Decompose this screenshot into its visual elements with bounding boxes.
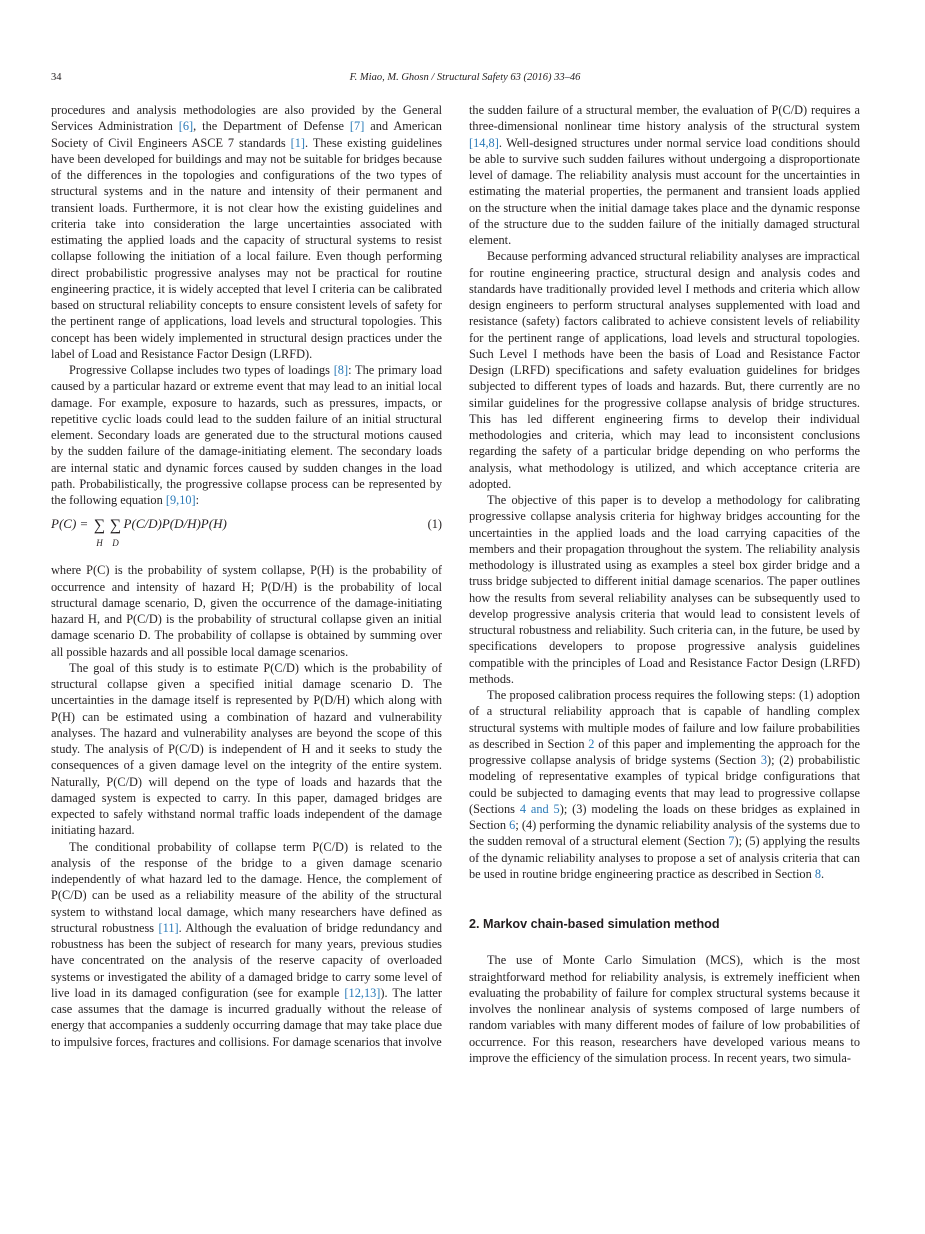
section-heading: 2. Markov chain-based simulation method [469,917,720,931]
section-link[interactable]: 8 [814,866,822,881]
paragraph: Because performing advanced structural reliability analyses are impractical for routine engineering practice, structural design and analysis codes and standards have traditionally provided level I methods and criteria which allow design engineers to perform structural analyses supplemented with load and resistance (safety) factors calibrated to achieve consistent levels of reliability for the pertinent range of applications, load levels and structural topologies. Such Level I methods have been the basis of Load and Resistance Factor Design (LRFD) specifications and safety evaluation guidelines for bridges subjected to different types of loads and hazards. But, there currently are no similar guidelines for the progressive collapse analysis of bridge structures. This has led different engineering firms to develop their individual methodologies and criteria, which may lead to inconsistent conclusions regarding the safety of a particular bridge depending on who performs the analysis, what methodology is utilized, and which acceptance criteria are adopted. [469,249,860,491]
paragraph: where P(C) is the probability of system collapse, P(H) is the probability of occurrence and intensity of hazard H; P(D/H) is the probability of local structural damage scenario, D, given the occurrence of the damage-initiating hazard H, and P(C/D) is the probability of structural collapse given an initial damage scenario D. The probability of collapse is obtained by summing over all possible hazards and all possible local damage scenarios. [51,563,442,659]
citation-link[interactable]: [8] [333,363,349,377]
section-link[interactable]: 6 [509,818,516,832]
citation-link[interactable]: [9,10] [165,493,196,507]
citation-link[interactable]: [11] [158,920,179,935]
citation-link[interactable]: [14,8] [469,135,499,150]
paragraph: The objective of this paper is to develop a methodology for calibrating progressive collapse analysis criteria for highway bridges accounting for the uncertainties in the applied loads and the load carrying capacities of the members and their propagation throughout the system. The reliability analysis methodology is illustrated using as examples a steel box girder bridge and a truss bridge subjected to different initial damage scenarios. The paper outlines how the results from several reliability analyses can be subsequently used to develop progressive analysis criteria that would lead to consistent levels of structural robustness and reliability. Such criteria can, in the future, be used by specifications developers to propose progressive analysis guidelines compatible with the principles of Load and Resistance Factor Design (LRFD) methods. [469,493,860,686]
summation-symbol: ∑ D [109,517,122,549]
section-link[interactable]: 7 [728,834,735,849]
paragraph: The proposed calibration process requires the following steps: (1) adoption of a structural reliability approach that is capable of handling complex structural systems with multiple modes of failure and low failure probabilities as described in Section 2 of this paper and implementing the approach for the progressive collapse analysis of bridge systems (Section 3); (2) probabilistic modeling of representative examples of typical bridge configurations that could be subjected to damaging events that may lead to progressive collapse (Sections 4 and 5); (3) modeling the loads on these bridges as explained in Section 6; (4) performing the dynamic reliability analysis of the systems due to the sudden removal of a structural element (Section 7); (5) applying the results of the dynamic reliability analyses to propose a set of analysis criteria that can be used in routine bridge engineering practice as described in Section 8. [469,688,860,881]
citation-link[interactable]: [1] [290,135,306,150]
section-link[interactable]: 4 and 5 [519,801,560,816]
paragraph: the sudden failure of a structural member, the evaluation of P(C/D) requires a three-dimensional nonlinear time history analysis of the structural system [14,8]. Well-designed structures under normal service load conditions should be able to survive such sudden failures without undergoing a disproportionate level of damage. The reliability analysis must account for the uncertainties in estimating the material properties, the permanent and transient loads applied on the structure when the initial damage takes place and the dynamic response of the structure due to the sudden failure of the initially damaged structural element. [469,103,860,247]
page-header [51,72,879,88]
equation [51,514,442,558]
paragraph: The use of Monte Carlo Simulation (MCS), which is the most straightforward method for reliability analysis, is extremely inefficient when evaluating the probability of failure for complex structural systems because it involves the nonlinear analysis of systems composed of large numbers of random variables with many different modes of failure of low probabilities of occurrence. For this reason, researchers have developed various means to improve the efficiency of the simulation process. In recent years, two simula- [469,953,860,1065]
section-link[interactable]: 3 [760,753,768,767]
left-column [51,102,442,1050]
citation-link[interactable]: [7] [349,119,365,134]
running-title: F. Miao, M. Ghosn / Structural Safety 63 (2016) 33–46 [349,72,581,83]
citation-link[interactable]: [6] [178,119,194,134]
paragraph: Progressive Collapse includes two types of loadings [8]: The primary load caused by a particular hazard or extreme event that may lead to an initial local damage. For example, exposure to hazards, such as pressures, impacts, or repetitive cyclic loads could lead to the sudden failure of an initial structural element. Secondary loads are generated due to the structural motions caused by the sudden failure of the damage-initiating element. The secondary loads are internal static and dynamic forces caused by sudden changes in the load path. Probabilistically, the progressive collapse process can be represented by the following equation [9,10]: [51,363,442,507]
equation-number: (1) [427,517,442,532]
section-link[interactable]: 2 [588,736,595,751]
summation-symbol: ∑ H [93,517,106,549]
paragraph: The goal of this study is to estimate P(C/D) which is the probability of structural collapse given a specified initial damage scenario D. The uncertainties in the damage itself is represented by P(D/H) which along with P(H) can be estimated using a combination of hazard and vulnerability analyses. The hazard and vulnerability analyses are beyond the scope of this study. The analysis of P(C/D) is independent of H and it seeks to study the consequences of a given damage level on the integrity of the entire system. Naturally, P(C/D) will depend on the type of loads and hazards that the damaged system is expected to carry. In this paper, damaged bridges are expected to safely withstand normal traffic loads independent of the damage initiating hazard. [51,660,442,838]
equation-body: P(C) = ∑ H ∑ D P(C/D)P(D/H)P(H) [51,516,227,549]
right-column [469,102,860,1066]
paragraph: The conditional probability of collapse term P(C/D) is related to the analysis of the response of the bridge to a given damage scenario independently of what hazard led to the damage. Hence, the complement of P(C/D) can be used as a reliability measure of the ability of the structural system to withstand local damage, which many researchers have defined as structural robustness [11]. Although the evaluation of bridge redundancy and robustness has been the subject of research for many years, previous studies have concentrated on the analysis of the reserve capacity of overloaded systems or investigated the ability of a damaged bridge to carry some level of live load in its damaged configuration (see for example [12,13]). The latter case assumes that the damage is incurred gradually without the release of energy that accompanies a suddenly occurring damage that may take place due to impulsive forces, fractures and collisions. For damage scenarios that involve [51,839,442,1049]
citation-link[interactable]: [12,13] [344,985,381,1000]
page-number: 34 [51,72,62,83]
paragraph: procedures and analysis methodologies are also provided by the General Services Administration [6], the Department of Defense [7] and American Society of Civil Engineers ASCE 7 standards [1]. These existing guidelines have been developed for buildings and may not be suitable for bridges because of the differences in the topologies and configurations of the two types of structural systems and in the nature and intensity of their permanent and transient loads. Furthermore, it is not clear how the existing guidelines and criteria take into consideration the large uncertainties associated with estimating the applied loads and the capacity of structural systems to resist collapse following the initiation of a local failure. Even though performing direct probabilistic progressive analyses may not be practical for routine engineering practice, it is widely accepted that level I criteria can be calibrated based on structural reliability concepts to ensure consistent levels of safety for the pertinent range of applications, load levels and structural topologies. This concept has been widely implemented in structural design practices under the label of Load and Resistance Factor Design (LRFD). [51,103,442,361]
